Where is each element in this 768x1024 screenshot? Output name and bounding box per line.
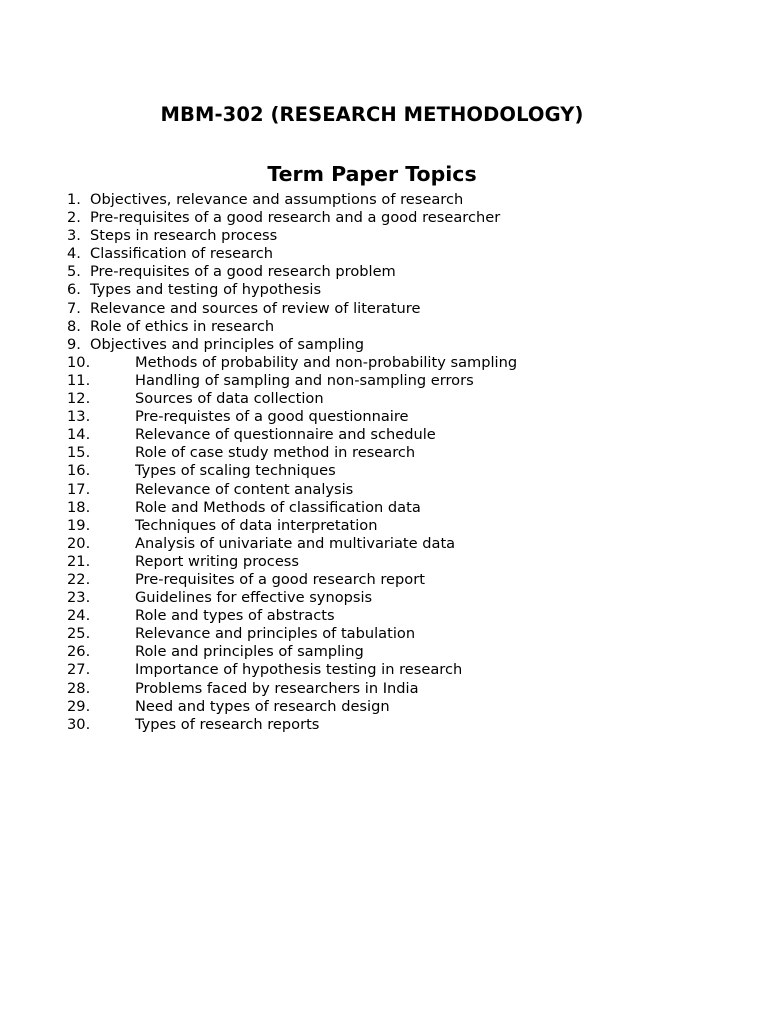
topic-text: Types and testing of hypothesis bbox=[90, 281, 322, 299]
topic-number: 27. bbox=[67, 661, 91, 679]
topic-text: Classification of research bbox=[90, 245, 274, 263]
topic-text: Pre-requisites of a good research report bbox=[135, 570, 425, 588]
topic-text: Role of ethics in research bbox=[90, 317, 275, 335]
topic-text: Role and types of abstracts bbox=[135, 607, 335, 625]
topic-text: Role and principles of sampling bbox=[135, 643, 364, 661]
topic-text: Analysis of univariate and multivariate data bbox=[135, 534, 456, 552]
topic-text: Steps in research process bbox=[90, 227, 278, 245]
topic-text: Relevance and sources of review of literature bbox=[90, 299, 421, 317]
topic-text: Role of case study method in research bbox=[135, 444, 416, 462]
topic-number: 7. bbox=[67, 299, 81, 317]
topic-number: 25. bbox=[67, 625, 91, 643]
topic-number: 3. bbox=[67, 227, 81, 245]
topic-text: Relevance of questionnaire and schedule bbox=[135, 426, 436, 444]
topic-text: Types of scaling techniques bbox=[135, 462, 336, 480]
topic-text: Guidelines for effective synopsis bbox=[135, 589, 373, 607]
topic-text: Relevance of content analysis bbox=[135, 480, 354, 498]
topic-text: Pre-requisites of a good research and a good researcher bbox=[90, 209, 501, 227]
topic-number: 23. bbox=[67, 589, 91, 607]
topic-number: 6. bbox=[67, 281, 81, 299]
topic-text: Relevance and principles of tabulation bbox=[135, 625, 416, 643]
topic-number: 26. bbox=[67, 643, 91, 661]
topic-text: Report writing process bbox=[135, 552, 300, 570]
topic-number: 19. bbox=[67, 516, 91, 534]
topic-text: Problems faced by researchers in India bbox=[135, 679, 419, 697]
topic-number: 1. bbox=[67, 191, 81, 208]
topic-text: Importance of hypothesis testing in research bbox=[135, 661, 463, 679]
topic-number: 22. bbox=[67, 570, 91, 588]
topic-number: 30. bbox=[67, 715, 91, 733]
section-title: Term Paper Topics bbox=[267, 162, 477, 186]
topic-number: 12. bbox=[67, 390, 91, 408]
topic-number: 9. bbox=[67, 335, 81, 353]
topic-number: 15. bbox=[67, 444, 91, 462]
topic-text: Sources of data collection bbox=[135, 390, 324, 408]
topic-number: 2. bbox=[67, 209, 81, 227]
topic-number: 28. bbox=[67, 679, 91, 697]
course-title: MBM-302 (RESEARCH METHODOLOGY) bbox=[160, 103, 584, 126]
topic-text: Role and Methods of classification data bbox=[135, 498, 421, 516]
topic-text: Pre-requistes of a good questionnaire bbox=[135, 408, 409, 426]
topic-text: Handling of sampling and non-sampling errors bbox=[135, 371, 474, 389]
topic-number: 4. bbox=[67, 245, 81, 263]
topic-text: Objectives, relevance and assumptions of research bbox=[90, 191, 464, 208]
topic-number: 14. bbox=[67, 426, 91, 444]
topic-number: 18. bbox=[67, 498, 91, 516]
topic-number: 13. bbox=[67, 408, 91, 426]
topic-number: 8. bbox=[67, 317, 81, 335]
topic-text: Need and types of research design bbox=[135, 697, 390, 715]
topic-number: 5. bbox=[67, 263, 81, 281]
topic-number: 11. bbox=[67, 371, 91, 389]
topic-number: 21. bbox=[67, 552, 91, 570]
topic-number: 10. bbox=[67, 353, 91, 371]
topic-text: Techniques of data interpretation bbox=[135, 516, 378, 534]
topic-number: 16. bbox=[67, 462, 91, 480]
topic-number: 24. bbox=[67, 607, 91, 625]
topic-text: Types of research reports bbox=[135, 715, 320, 733]
topic-text: Methods of probability and non-probability sampling bbox=[135, 353, 518, 371]
topic-number: 29. bbox=[67, 697, 91, 715]
topic-number: 17. bbox=[67, 480, 91, 498]
topic-text: Objectives and principles of sampling bbox=[90, 335, 365, 353]
topic-number: 20. bbox=[67, 534, 91, 552]
topic-text: Pre-requisites of a good research problem bbox=[90, 263, 396, 281]
